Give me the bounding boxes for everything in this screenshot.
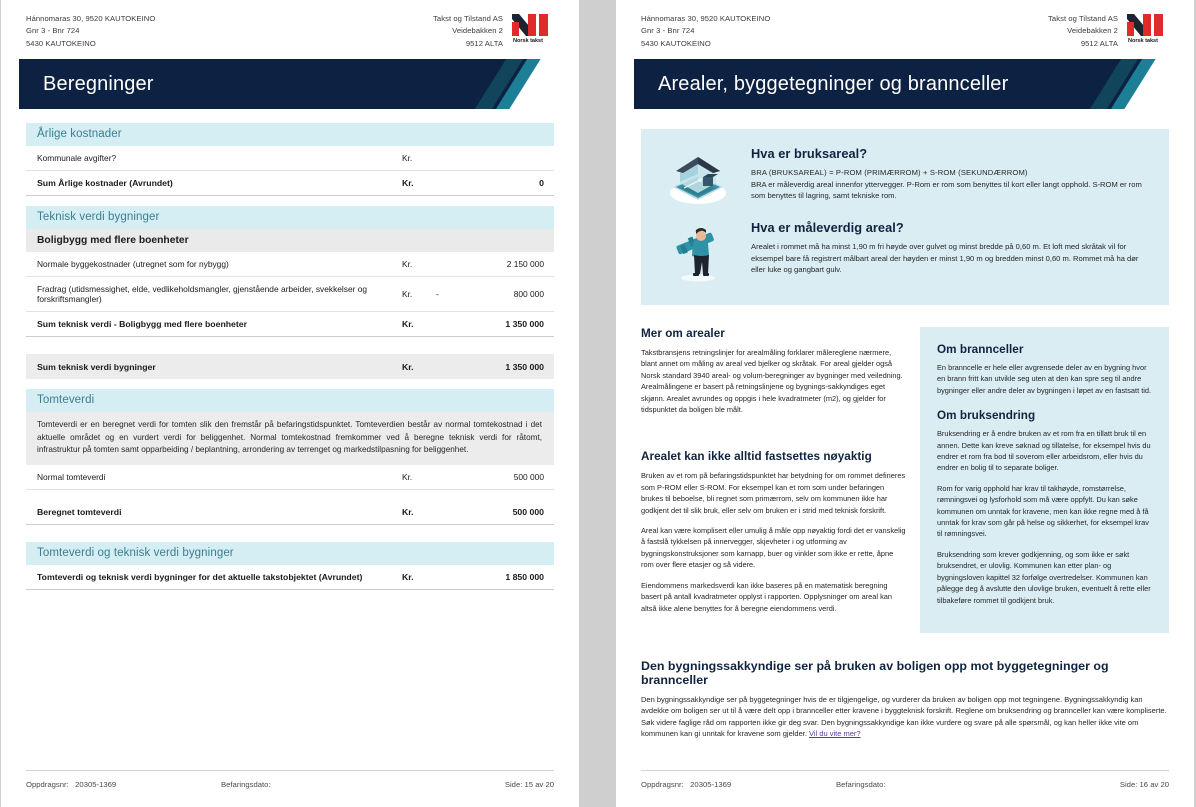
logo-text: Norsk takst [513,37,543,44]
row-sign: - [436,289,439,299]
row-currency: Kr. [402,153,413,163]
spacer [641,424,906,450]
isometric-house-icon-svg [666,149,730,205]
info-text-bruksareal [751,145,1151,202]
isometric-house-icon [659,145,737,205]
spacer [26,490,554,500]
paragraph: Bruksendring er å endre bruken av et rom fra en tillatt bruk til en annen. Dette kan kreve søknad og tillatelse, for eksempel hvis du endrer et rom fra bod til soverom eller arbeidsrom, eller hvis du endrer en bolig til to separate boliger. [937,429,1151,473]
subsection-header-boligbygg: Boligbygg med flere boenheter [26,229,554,252]
right-column [920,327,1169,633]
row-label: Kommunale avgifter? [37,153,117,163]
row-currency: Kr. [402,471,413,482]
footer-befaringsdato [836,780,1120,789]
table-row-total [26,500,554,525]
row-label: Sum teknisk verdi bygninger [37,361,156,372]
table-row-total [26,312,554,337]
table-row [26,465,554,490]
areal-content [616,109,1194,740]
row-currency: Kr. [402,319,414,329]
bottom-section [641,659,1169,740]
header-right [433,13,557,50]
page-footer [641,770,1169,789]
bottom-body [641,694,1169,740]
two-column-area [641,327,1169,633]
info-box [641,129,1169,305]
address-line: Hánnomaras 30, 9520 KAUTOKEINO [641,14,771,23]
row-label: Normale byggekostnader (utregnet som for nybygg) [37,259,229,269]
heading-mer-om-arealer: Mer om arealer [641,327,725,340]
page-title-banner [634,59,1176,109]
paragraph: Takstbransjens retningslinjer for arealmåling forklarer målereglene nærmere, blant annet om måling av areal ved bjelker og skråtak. For areal gjelder også Norsk standard 3940 areal- og volum-beregninger av bygninger med veiledning. Arealmålingene er basert på retningslinjene og bygnings-sakkyndiges eget skjønn. Arealet avrundes og oppgis i hele kvadratmeter (m2), og gjelder for tidspunktet da boligen ble målt. [641,348,903,415]
page-header [1,0,579,56]
heading-om-brannceller: Om brannceller [937,343,1024,356]
brannceller-box [920,327,1169,633]
bottom-heading: Den bygningssakkyndige ser på bruken av boligen opp mot byggetegninger og brannceller [641,658,1109,687]
page-title: Beregninger [43,72,154,95]
footer-befaringsdato-label: Befaringsdato: [221,780,271,789]
heading-arealet-kan-ikke: Arealet kan ikke alltid fastsettes nøyaktig [641,450,872,464]
row-label: Sum Årlige kostnader (Avrundet) [37,178,173,188]
paragraph: Eiendommens markedsverdi kan ikke baseres på en matematisk beregning basert på antall kvadratmeter opplyst i rapporten. Opplysninger om areal kan altså ikke alene benyttes for å beregne eiendommens verdi. [641,580,893,613]
firm-line: Takst og Tilstand AS [1048,14,1118,23]
section-header-tomteverdi-og-teknisk: Tomteverdi og teknisk verdi bygninger [26,542,554,565]
address-line: Hánnomaras 30, 9520 KAUTOKEINO [26,14,156,23]
page-title-banner [19,59,561,109]
table-row [26,277,554,312]
table-row-grand-total [26,565,554,590]
bottom-body-text: Den bygningssakkyndige ser på byggetegninger hvis de er tilgjengelige, og vurderer da bruken av boligen opp mot tegningene. Bygningssakkyndig kan avdekke om boligen ser ut til å være delt opp i brannceller etter kravene i byggteknisk forskrift. Reglene om bruksendring og brannceller kan være kompliserte. Søk videre faglige råd om rapporten ikke gir deg svar. Den bygningssakkyndige kan ikke vurdere og svare på alle spørsmål, og kan heller ikke vite om kommunen kan gi unntak for kravene som gjelder. [641,694,1167,739]
paragraph: Bruken av et rom på befaringstidspunktet har betydning for om rommet defineres som P-ROM eller S-ROM. For eksempel kan et rom som under befaringen brukes til beboelse, bli regnet som primærrom, selv om kommunen ikke har godkjent det til slik bruk, eller selv om bruken er i strid med teknisk forskrift. [641,471,906,515]
paragraph: Rom for varig opphold har krav til takhøyde, romstørrelse, rømningsvei og lysforhold som må være oppfylt. Du kan søke kommunen om unntak for kravene, men kan ikke regne med å få unntak for krav som går på helse og sikkerhet, for eksempel krav til rømningsvei. [937,483,1149,539]
row-amount: 500 000 [512,506,544,517]
footer-page-number: Side: 16 av 20 [1119,780,1169,789]
page-16 [616,0,1194,807]
norsk-takst-logo [512,13,557,44]
firm-line: Veidebakken 2 [452,26,503,36]
info-body: Arealet i rommet må ha minst 1,90 m fri høyde over gulvet og minst bredde på 0,60 m. Et loft med skråtak vil for eksempel bare få registrert målbart areal der høyden er minst 1,90 m og bredden minst 0,60 m. Rommet må ha dør eller luke og gangbart gulv. [751,242,1139,275]
address-line: 5430 KAUTOKEINO [26,38,96,48]
left-column [641,327,906,633]
table-row-sum-teknisk-verdi [26,354,554,379]
calculations-table [1,109,579,590]
info-item-maleverdig-areal [659,219,1151,283]
info-text-maleverdig [751,219,1151,276]
firm-line: 9512 ALTA [465,38,503,48]
vil-du-vite-mer-link[interactable]: Vil du vite mer? [809,729,861,739]
row-label: Normal tomteverdi [37,471,106,482]
page-header [616,0,1194,56]
row-amount: 800 000 [513,289,544,299]
page-15 [1,0,579,807]
logo-mark-icon [512,14,555,36]
firm-address [1048,13,1118,50]
table-row [26,252,554,277]
firm-line: Takst og Tilstand AS [433,14,503,23]
spacer [26,196,554,206]
paragraph: Bruksendring som krever godkjenning, og som ikke er søkt bruksendret, er ulovlig. Kommunen kan etter plan- og bygningsloven kapittel 32 forfølge overtredelser. Kommunen kan pålegge deg å avslutte den ulovlige bruken, eventuelt å rette eller tilbakeføre rommet til godkjent bruk. [937,549,1151,605]
footer-oppdragsnr [26,780,221,789]
info-item-bruksareal [659,145,1151,205]
bra-formula: BRA (BRUKSAREAL) = P-ROM (PRIMÆRROM) + S-ROM (SEKUNDÆRROM) [751,168,1028,177]
page-footer [26,770,554,789]
address-line: 5430 KAUTOKEINO [641,38,711,48]
row-label: Sum teknisk verdi - Boligbygg med flere boenheter [37,319,247,329]
property-address [641,13,770,50]
firm-address [433,13,503,50]
table-row [26,146,554,171]
property-address [26,13,155,50]
row-amount: 500 000 [513,471,544,482]
row-currency: Kr. [402,361,414,372]
person-with-ruler-icon [659,219,737,283]
address-line: Gnr 3 - Bnr 724 [641,26,695,36]
row-amount: 1 350 000 [505,319,544,329]
heading-om-bruksendring: Om bruksendring [937,409,1036,423]
footer-oppdragsnr-value: 20305-1369 [75,780,117,789]
logo-mark-icon [1127,14,1170,36]
info-heading: Hva er bruksareal? [751,146,868,161]
row-label: Tomteverdi og teknisk verdi bygninger for det aktuelle takstobjektet (Avrundet) [37,571,363,582]
tomteverdi-note: Tomteverdi er en beregnet verdi for tomten slik den fremstår på befaringstidspunktet. Tomteverdien består av normal tomtekostnad i det aktuelle området og en vurdert verdi for beliggenhet. Normal tomtekostnad fremkommer ved å beregne teknisk verdi for råtomt, infrastruktur på tomten samt opparbeiding / beplantning, arrondering av terrenget og markedstilpasning for beliggenhet. [26,412,554,465]
footer-oppdragsnr-label: Oppdragsnr: [641,780,684,789]
footer-oppdragsnr [641,780,836,789]
spacer [26,379,554,389]
section-header-tomteverdi: Tomteverdi [26,389,554,412]
row-currency: Kr. [402,289,413,299]
info-heading: Hva er måleverdig areal? [751,220,904,235]
spacer [26,337,554,354]
row-label: Beregnet tomteverdi [37,506,122,517]
firm-line: Veidebakken 2 [1067,26,1118,36]
firm-line: 9512 ALTA [1080,38,1118,48]
section-header-arlige-kostnader: Årlige kostnader [26,123,554,146]
row-amount: 1 850 000 [505,571,544,582]
table-row-total [26,171,554,196]
page-title: Arealer, byggetegninger og brannceller [658,72,1009,95]
row-amount: 2 150 000 [506,259,544,269]
footer-page-number: Side: 15 av 20 [504,780,554,789]
footer-befaringsdato [221,780,505,789]
footer-oppdragsnr-label: Oppdragsnr: [26,780,69,789]
norsk-takst-logo [1127,13,1172,44]
row-currency: Kr. [402,506,414,517]
info-body: BRA er måleverdig areal innenfor yttervegger. P-Rom er rom som benyttes til kort eller langt opphold. S-ROM er rom som benyttes til lagring, samt tekniske rom. [751,179,1142,201]
person-with-ruler-icon-svg [670,223,726,283]
row-currency: Kr. [402,571,414,582]
address-line: Gnr 3 - Bnr 724 [26,26,80,36]
footer-oppdragsnr-value: 20305-1369 [690,780,732,789]
spacer [26,525,554,542]
header-right [1048,13,1172,50]
row-currency: Kr. [402,178,414,188]
row-amount: 1 350 000 [505,361,544,372]
paragraph: Areal kan være komplisert eller umulig å måle opp nøyaktig fordi det er vanskelig å fastslå tykkelsen på innervegger, skjevheter i og utforming av bygningskonstruksjoner som karnapp, buer og vinkler som ikke er rette, åpne rom over flere etasjer og så videre. [641,526,906,570]
logo-text: Norsk takst [1128,37,1158,44]
row-label: Fradrag (utidsmessighet, elde, vedlikeholdsmangler, gjenstående arbeider, svekkelser og forskriftsmangler) [37,284,368,304]
row-currency: Kr. [402,259,413,269]
footer-befaringsdato-label: Befaringsdato: [836,780,886,789]
section-header-teknisk-verdi: Teknisk verdi bygninger [26,206,554,229]
row-amount: 0 [539,178,544,188]
paragraph: En branncelle er hele eller avgrensede deler av en bygning hvor en brann fritt kan utvikle seg uten at den kan spre seg til andre bygninger eller andre deler av bygningen i løpet av en fastsatt tid. [937,363,1152,395]
